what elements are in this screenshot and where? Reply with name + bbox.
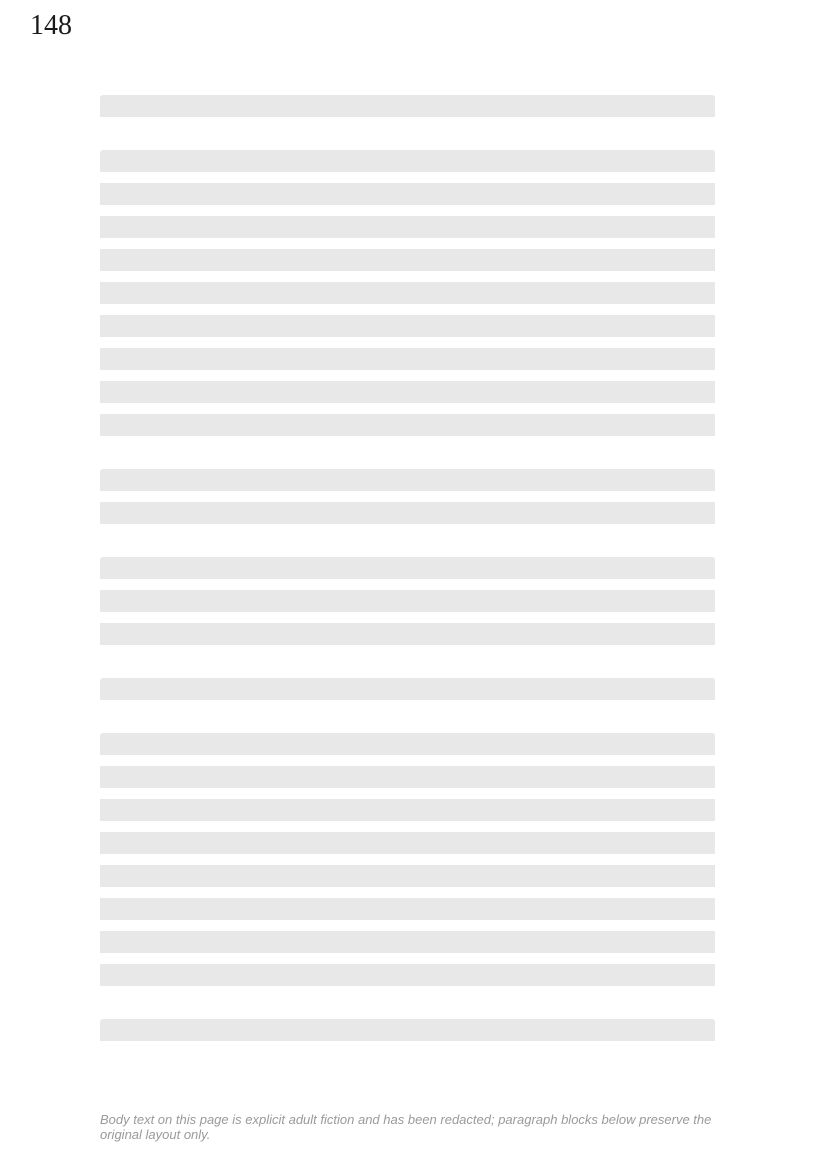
redacted-paragraph [100,150,715,447]
redacted-paragraph [100,557,715,656]
redacted-paragraph [100,469,715,535]
page-number: 148 [30,10,72,41]
body-text-column [100,95,715,1074]
redacted-paragraph [100,95,715,128]
redacted-paragraph [100,733,715,997]
redaction-note: Body text on this page is explicit adult fiction and has been redacted; paragraph blocks below preserve the original layout only. [100,1112,712,1142]
redacted-paragraph [100,1019,715,1052]
redacted-paragraph [100,678,715,711]
